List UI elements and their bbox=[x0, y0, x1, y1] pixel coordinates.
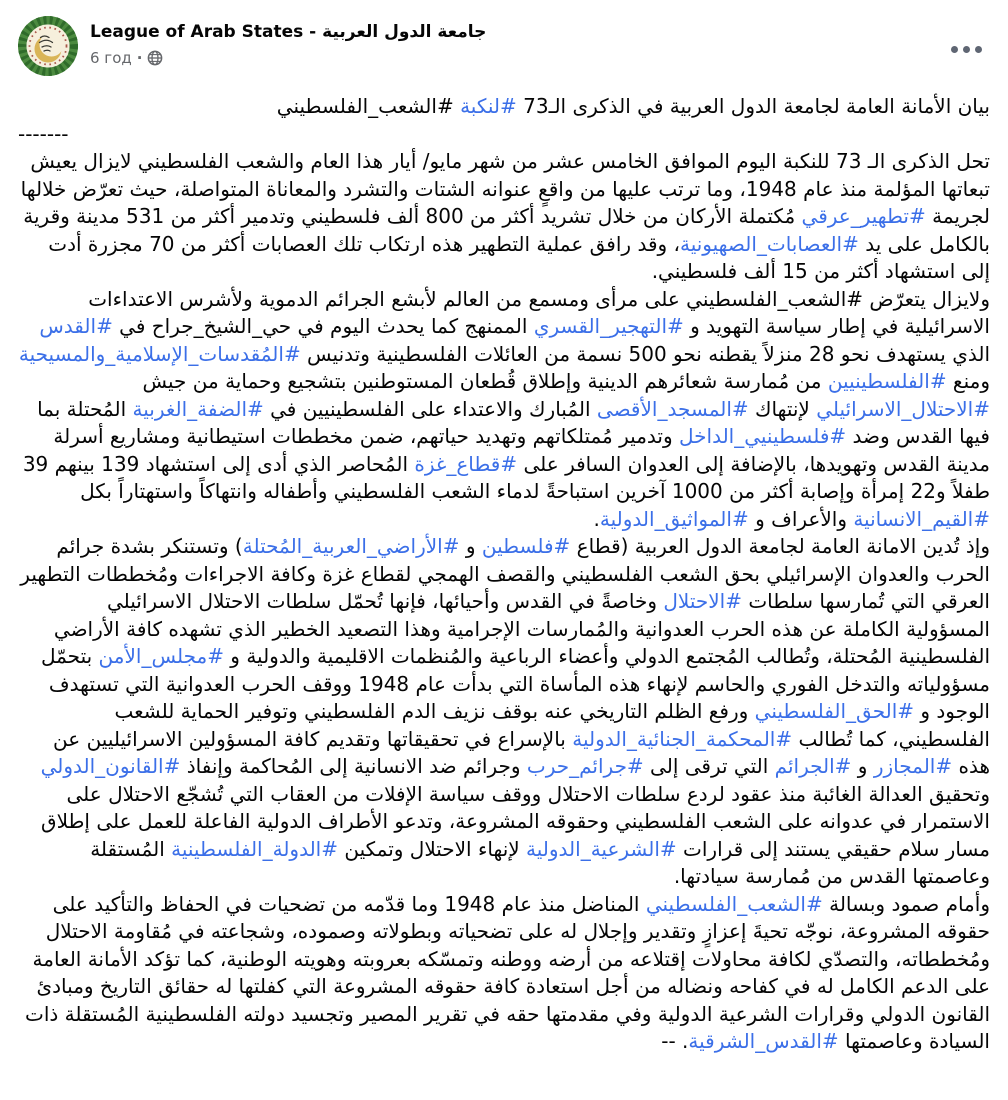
post-paragraph bbox=[18, 121, 990, 149]
globe-privacy-icon bbox=[147, 50, 163, 66]
hashtag-link[interactable]: #المجازر bbox=[873, 754, 953, 778]
hashtag-link[interactable]: #المسجد_الأقصى bbox=[596, 396, 749, 421]
hashtag-link[interactable]: #قطاع_غزة bbox=[414, 451, 518, 476]
post-text: و bbox=[459, 534, 482, 558]
post-text: ) وتستنكر بشدة جرائم الحرب والعدوان الإسرائيلي بحق الشعب الفلسطيني والقصف الهمجي لقطاع غزة وكافة الاجراءات ومُخططات التطهير العرقي التي تُمارسها سلطات bbox=[20, 534, 990, 613]
post-text: تحل الذكرى الـ 73 للنكبة اليوم الموافق الخامس عشر من شهر مايو/ أيار هذا العام والشعب الفلسطيني لايزال يعيش تبعاتها المؤلمة منذ عام 1948، وما ترتب عليها من واقعٍ عنوانه الشتات والتشرد والمعاناة المتواصلة، حيث تعرّض خلالها لجريمة bbox=[20, 149, 990, 228]
hashtag-link[interactable]: #الاحتلال bbox=[663, 589, 742, 613]
page-avatar[interactable] bbox=[18, 16, 78, 76]
hashtag-link[interactable]: #لنكبة bbox=[460, 94, 517, 118]
hashtag-link[interactable]: #الأراضي_العربية_المُحتلة bbox=[242, 534, 460, 558]
post-text: ومنع bbox=[946, 369, 990, 393]
three-dots-icon bbox=[951, 46, 958, 53]
hashtag-link[interactable]: #فلسطين bbox=[481, 534, 571, 558]
post-text: ، وقد رافق عملية التطهير هذه ارتكاب تلك العصابات أكثر من 70 مجزرة أدت إلى استشهاد أكثر من 15 ألف فلسطيني. bbox=[48, 231, 990, 283]
hashtag-link[interactable]: #القانون_الدولي bbox=[40, 754, 181, 778]
header-meta bbox=[90, 16, 486, 67]
hashtag-link[interactable]: #مجلس_الأمن bbox=[98, 644, 224, 668]
post-header bbox=[0, 16, 1008, 78]
hashtag-link[interactable]: #الجرائم bbox=[774, 754, 852, 778]
post-paragraph bbox=[18, 93, 990, 121]
post-text: وتحقيق العدالة الغائبة منذ عقود لردع سلطات الاحتلال ووقف سياسة الإفلات من العقاب التي تُشجّع الاحتلال على الاستمرار في عدوانه على الشعب الفلسطيني وحقوقه المشروعة، وتدعو الأطراف الدولية الفاعلة للعمل على إطلاق مسار سلام حقيقي يستند إلى قرارات bbox=[41, 781, 990, 861]
post-text: ------- bbox=[18, 121, 69, 146]
post-text: وخاصةً في القدس وأحيائها، فإنها تُحمّل سلطات الاحتلال الاسرائيلي المسؤولية الكاملة عن هذه الحرب العدوانية والمُمارسات الإجرامية وهذا التصعيد الخطير الذي تشهده كافة الأراضي الفلسطينية المُحتلة، وتُطالب المُجتمع الدولي وأعضاء الرباعية والمُنظمات الاقليمية والدولية و bbox=[53, 589, 990, 668]
post-paragraph bbox=[18, 533, 990, 891]
post-text: الذي يستهدف نحو 28 منزلاً يقطنه نحو 500 نسمة من العائلات الفلسطينية وتدنيس bbox=[300, 341, 990, 366]
post-text: مُكتملة الأركان من خلال تشريد أكثر من 800 ألف فلسطيني وتدمير أكثر من 531 مدينة وقرية بالكامل على يد bbox=[23, 204, 990, 256]
post-text: الممنهج كما يحدث اليوم في حي_الشيخ_جراح في bbox=[112, 314, 534, 338]
post-timestamp[interactable]: 6 год bbox=[90, 49, 132, 68]
league-of-arab-states-emblem-icon bbox=[18, 16, 78, 76]
hashtag-link[interactable]: #الشرعية_الدولية bbox=[526, 836, 677, 861]
hashtag-link[interactable]: #المواثيق_الدولية bbox=[599, 506, 749, 531]
post-body bbox=[0, 93, 1008, 1056]
post-text: لإنهاء الاحتلال وتمكين bbox=[337, 836, 527, 861]
post-text: ورفع الظلم التاريخي عنه بوقف نزيف الدم الفلسطيني وتوفير الحماية للشعب الفلسطيني، كما تُطالب bbox=[114, 699, 990, 751]
post-paragraph bbox=[18, 891, 990, 1056]
more-options-button[interactable] bbox=[947, 38, 986, 61]
hashtag-link[interactable]: #الحق_الفلسطيني bbox=[754, 699, 915, 723]
post-text: وتدمير مُمتلكاتهم وتهديد حياتهم، ضمن مخططات استيطانية ومشاريع أسرلة مدينة القدس وتهويدها، بالإضافة إلى العدوان السافر على bbox=[53, 424, 990, 476]
post-text: والأعراف و bbox=[748, 506, 854, 531]
hashtag-link[interactable]: #الشعب_الفلسطيني bbox=[645, 891, 823, 916]
post-paragraph bbox=[18, 148, 990, 286]
post-text: ولايزال يتعرّض #الشعب_الفلسطيني على مرأى ومسمع من العالم لأبشع الجرائم الدموية ولأشرس الاعتداءات الاسرائيلية في إطار سياسة التهويد و bbox=[88, 286, 990, 338]
post-text: بيان الأمانة العامة لجامعة الدول العربية في الذكرى الـ73 bbox=[516, 94, 990, 118]
post-subline bbox=[90, 49, 486, 67]
post-text: بتحمّل مسؤولياته والتدخل الفوري والحاسم لإنهاء هذه المأساة التي بدأت عام 1948 ووقف الحرب العدوانية التي تستهدف الوجود و bbox=[40, 644, 990, 723]
hashtag-link[interactable]: #العصابات_الصهيونية bbox=[679, 231, 859, 256]
hashtag-link[interactable]: #الفلسطينيين bbox=[827, 369, 947, 393]
post-text: التي ترقى إلى bbox=[643, 754, 775, 778]
hashtag-link[interactable]: #الاحتلال_الاسرائيلي bbox=[816, 396, 990, 421]
post-text: . -- bbox=[661, 1029, 689, 1053]
hashtag-link[interactable]: #القيم_الانسانية bbox=[853, 506, 990, 531]
post-text: المُحتلة بما فيها القدس وضد bbox=[37, 396, 990, 448]
page-name[interactable]: League of Arab States - جامعة الدول العربية bbox=[90, 22, 487, 42]
post-text: المُحاصر الذي أدى إلى استشهاد 139 بينهم 39 طفلاً و22 إمرأة وإصابة أكثر من 1000 آخرين استباحةً لدماء الشعب الفلسطيني وأطفاله وانتهاكاً واستهتاراً بكل bbox=[22, 451, 990, 503]
hashtag-link[interactable]: #جرائم_حرب bbox=[526, 754, 644, 778]
post-text: و bbox=[851, 754, 874, 778]
hashtag-link[interactable]: #الدولة_الفلسطينية bbox=[171, 836, 338, 861]
post-text: وجرائم ضد الانسانية إلى المُحاكمة وإنفاذ bbox=[180, 754, 527, 778]
hashtag-link[interactable]: #المحكمة_الجنائية_الدولية bbox=[572, 726, 793, 751]
post-text: #الشعب_الفلسطيني bbox=[276, 94, 461, 118]
hashtag-link[interactable]: #الضفة_الغربية bbox=[132, 396, 264, 421]
post-text: المُبارك والاعتداء على الفلسطينيين في bbox=[263, 396, 597, 421]
post-text: من مُمارسة شعائرهم الدينية وإطلاق قُطعان المستوطنين بتشجيع وحماية من جيش bbox=[142, 369, 828, 393]
post-paragraph bbox=[18, 286, 990, 534]
post-text: المُستقلة وعاصمتها القدس من مُمارسة سيادتها. bbox=[90, 836, 990, 888]
post-text: . bbox=[593, 506, 600, 531]
post-text: المناضل منذ عام 1948 وما قدّمه من تضحيات في الحفاظ والتأكيد على حقوقه المشروعة، نوجّه تحيةَ إعزازٍ وتقدير وإجلال له على تضحياته وبطولاته وصموده، وشجاعته في مُقاومة الاحتلال ومُخططاته، والتصدّي لكافة محاولات إقتلاعه من أرضه ووطنه وتمسّكه بعروبته وهويته الوطنية، كما تؤكد الأمانة العامة على الدعم الكامل له في كفاحه ونضاله من أجل استعادة كافة حقوقه المشروعة التي كفلتها له حقائق التاريخ ومبادئ القانون الدولي وقرارات الشرعية الدولية وفي مقدمتها حقه في تقرير المصير وتجسيد دولته الفلسطينية المُستقلة ذات السيادة وعاصمتها bbox=[25, 891, 990, 1053]
hashtag-link[interactable]: #تطهير_عرقي bbox=[801, 204, 926, 228]
dot-separator: · bbox=[136, 49, 143, 68]
post-text: بالإسراع في تحقيقاتها وتقديم كافة المسؤولين الاسرائيليين عن هذه bbox=[53, 726, 990, 778]
hashtag-link[interactable]: #المُقدسات_الإسلامية_والمسيحية bbox=[18, 341, 301, 366]
hashtag-link[interactable]: #القدس_الشرقية bbox=[688, 1029, 839, 1053]
hashtag-link[interactable]: #التهجير_القسري bbox=[533, 314, 684, 338]
hashtag-link[interactable]: #فلسطينيي_الداخل bbox=[679, 424, 847, 448]
post-text: لإنتهاك bbox=[748, 396, 817, 421]
hashtag-link[interactable]: #القدس bbox=[39, 314, 113, 338]
post-text: وإذ تُدين الامانة العامة لجامعة الدول العربية (قطاع bbox=[570, 534, 990, 558]
post-text: وأمام صمود وبسالة bbox=[822, 891, 990, 916]
